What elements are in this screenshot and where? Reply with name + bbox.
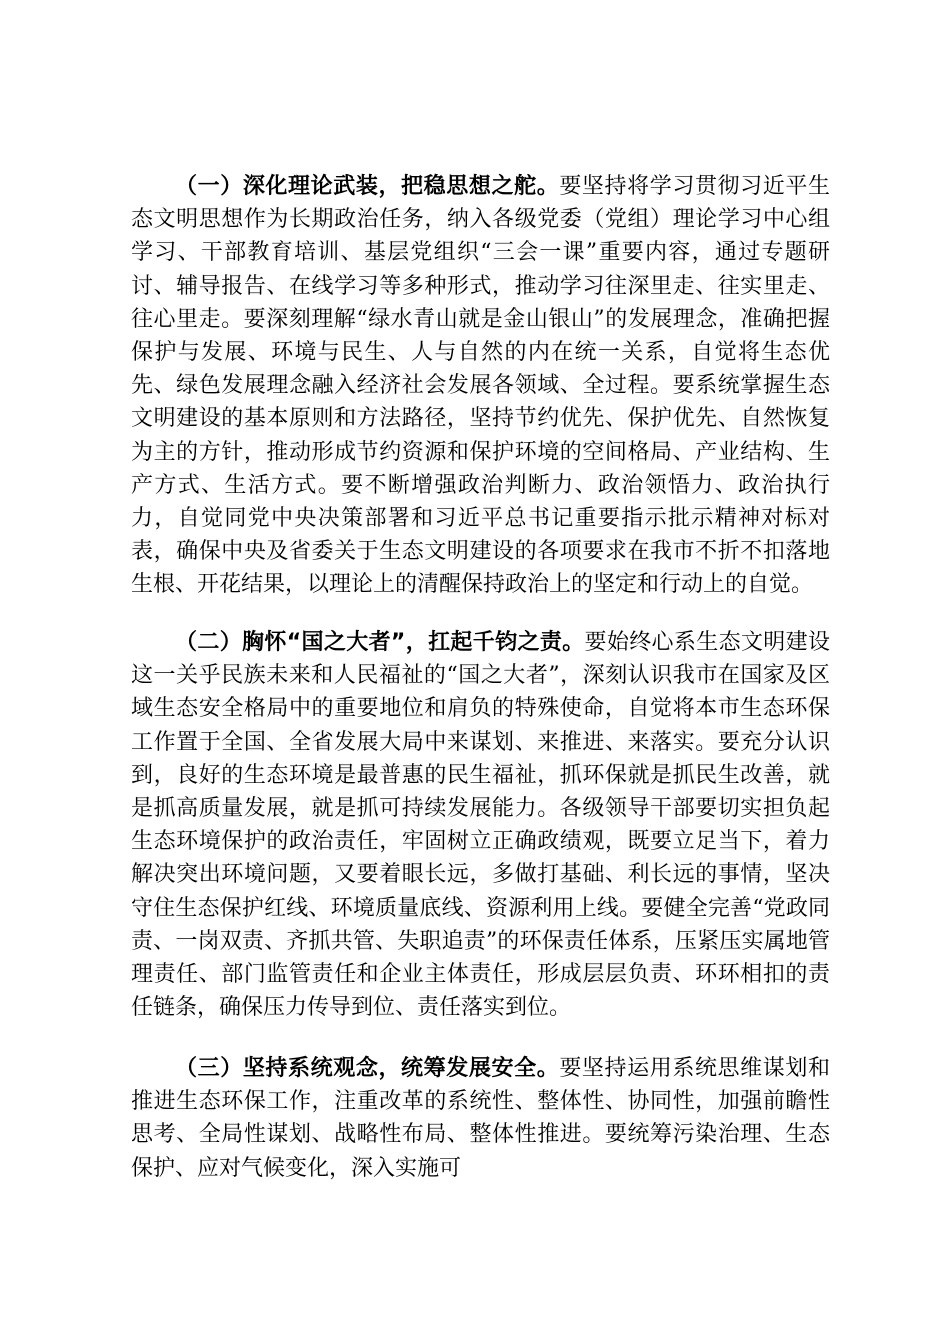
paragraph-3-text — [131, 1052, 830, 1185]
paragraph-3-body: 要坚持运用系统思维谋划和推进生态环保工作，注重改革的系统性、整体性、协同性，加强前瞻性思考、全局性谋划、战略性布局、整体性推进。要统筹污染治理、生态保护、应对气候变化，深入实施可 — [131, 1056, 830, 1181]
paragraph-1-heading: （一）深化理论武装，把稳思想之舵。 — [175, 174, 560, 199]
paragraph-2-body: 要始终心系生态文明建设这一关乎民族未来和人民福祉的“国之大者”，深刻认识我市在国家及区域生态安全格局中的重要地位和肩负的特殊使命，自觉将本市生态环保工作置于全国、全省发展大局中来谋划、来推进、来落实。要充分认识到，良好的生态环境是最普惠的民生福祉，抓环保就是抓民生改善，就是抓高质量发展，就是抓可持续发展能力。各级领导干部要切实担负起生态环境保护的政治责任，牢固树立正确政绩观，既要立足当下，着力解决突出环境问题，又要着眼长远，多做打基础、利长远的事情，坚决守住生态保护红线、环境质量底线、资源利用上线。要健全完善“党政同责、一岗双责、齐抓共管、失职追责”的环保责任体系，压紧压实属地管理责任、部门监管责任和企业主体责任，形成层层负责、环环相扣的责任链条，确保压力传导到位、责任落实到位。 — [131, 630, 830, 1021]
paragraph-2-heading: （二）胸怀“国之大者”，扛起千钧之责。 — [175, 630, 585, 655]
paragraph-1-body: 要坚持将学习贯彻习近平生态文明思想作为长期政治任务，纳入各级党委（党组）理论学习中心组学习、干部教育培训、基层党组织“三会一课”重要内容，通过专题研讨、辅导报告、在线学习等多种形式，推动学习往深里走、往实里走、往心里走。要深刻理解“绿水青山就是金山银山”的发展理念，准确把握保护与发展、环境与民生、人与自然的内在统一关系，自觉将生态优先、绿色发展理念融入经济社会发展各领域、全过程。要系统掌握生态文明建设的基本原则和方法路径，坚持节约优先、保护优先、自然恢复为主的方针，推动形成节约资源和保护环境的空间格局、产业结构、生产方式、生活方式。要不断增强政治判断力、政治领悟力、政治执行力，自觉同党中央决策部署和习近平总书记重要指示批示精神对标对表，确保中央及省委关于生态文明建设的各项要求在我市不折不扣落地生根、开花结果，以理论上的清醒保持政治上的坚定和行动上的自觉。 — [131, 174, 830, 598]
paragraph-2 — [131, 626, 830, 1024]
paragraph-1 — [131, 170, 830, 602]
paragraph-3 — [131, 1052, 830, 1185]
paragraph-1-text — [131, 170, 830, 602]
paragraph-3-heading: （三）坚持系统观念，统筹发展安全。 — [175, 1056, 560, 1081]
paragraph-2-text — [131, 626, 830, 1024]
